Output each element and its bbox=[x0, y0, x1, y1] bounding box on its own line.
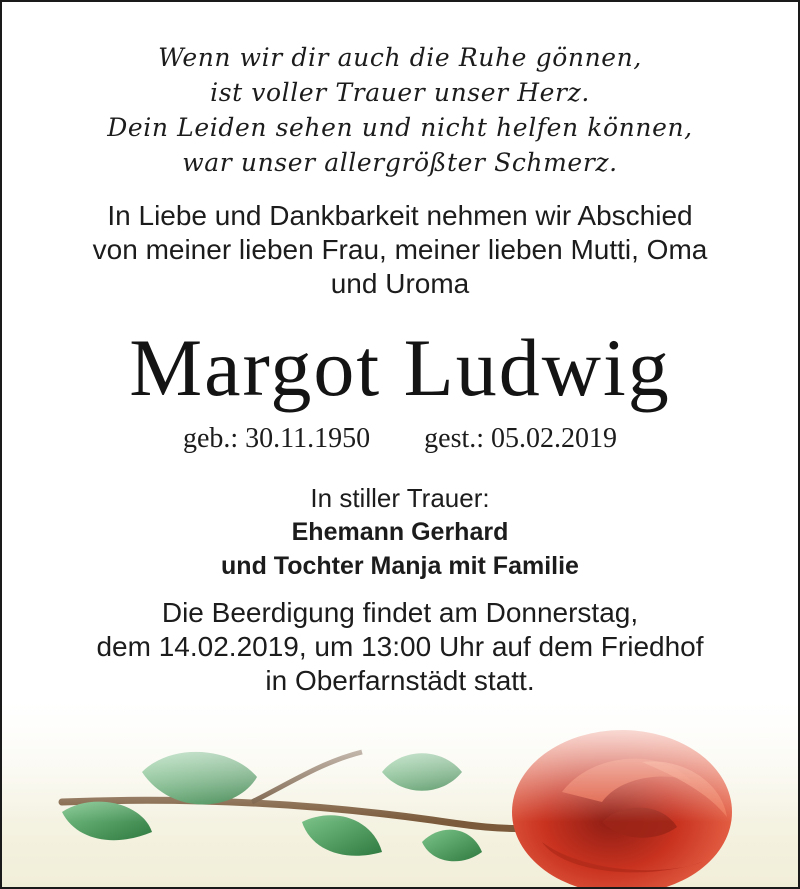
intro-line: In Liebe und Dankbarkeit nehmen wir Abschied bbox=[107, 200, 693, 231]
birth-date: geb.: 30.11.1950 bbox=[182, 423, 371, 454]
death-date: gest.: 05.02.2019 bbox=[424, 423, 618, 454]
intro-line: von meiner lieben Frau, meiner lieben Mutti, Oma bbox=[92, 234, 708, 265]
funeral-info bbox=[2, 596, 798, 698]
life-dates bbox=[2, 422, 798, 456]
funeral-line: dem 14.02.2019, um 13:00 Uhr auf dem Friedhof bbox=[96, 631, 704, 662]
rose-icon bbox=[2, 702, 798, 887]
mourner-husband: Ehemann Gerhard bbox=[291, 518, 509, 546]
funeral-line: Die Beerdigung findet am Donnerstag, bbox=[161, 597, 639, 628]
intro-line: und Uroma bbox=[330, 268, 470, 299]
poem-line: Dein Leiden sehen und nicht helfen können, bbox=[107, 113, 693, 142]
mourner-daughter: und Tochter Manja mit Familie bbox=[221, 552, 579, 580]
mourners-heading: In stiller Trauer: bbox=[310, 483, 490, 513]
poem-line: Wenn wir dir auch die Ruhe gönnen, bbox=[158, 43, 642, 72]
poem-line: war unser allergrößter Schmerz. bbox=[182, 148, 618, 177]
intro-text bbox=[2, 199, 798, 301]
poem bbox=[2, 40, 798, 180]
rose-decoration bbox=[2, 702, 798, 887]
deceased-name: Margot Ludwig bbox=[129, 322, 671, 413]
mourners bbox=[2, 481, 798, 583]
funeral-line: in Oberfarnstädt statt. bbox=[265, 665, 535, 696]
poem-line: ist voller Trauer unser Herz. bbox=[210, 78, 590, 107]
